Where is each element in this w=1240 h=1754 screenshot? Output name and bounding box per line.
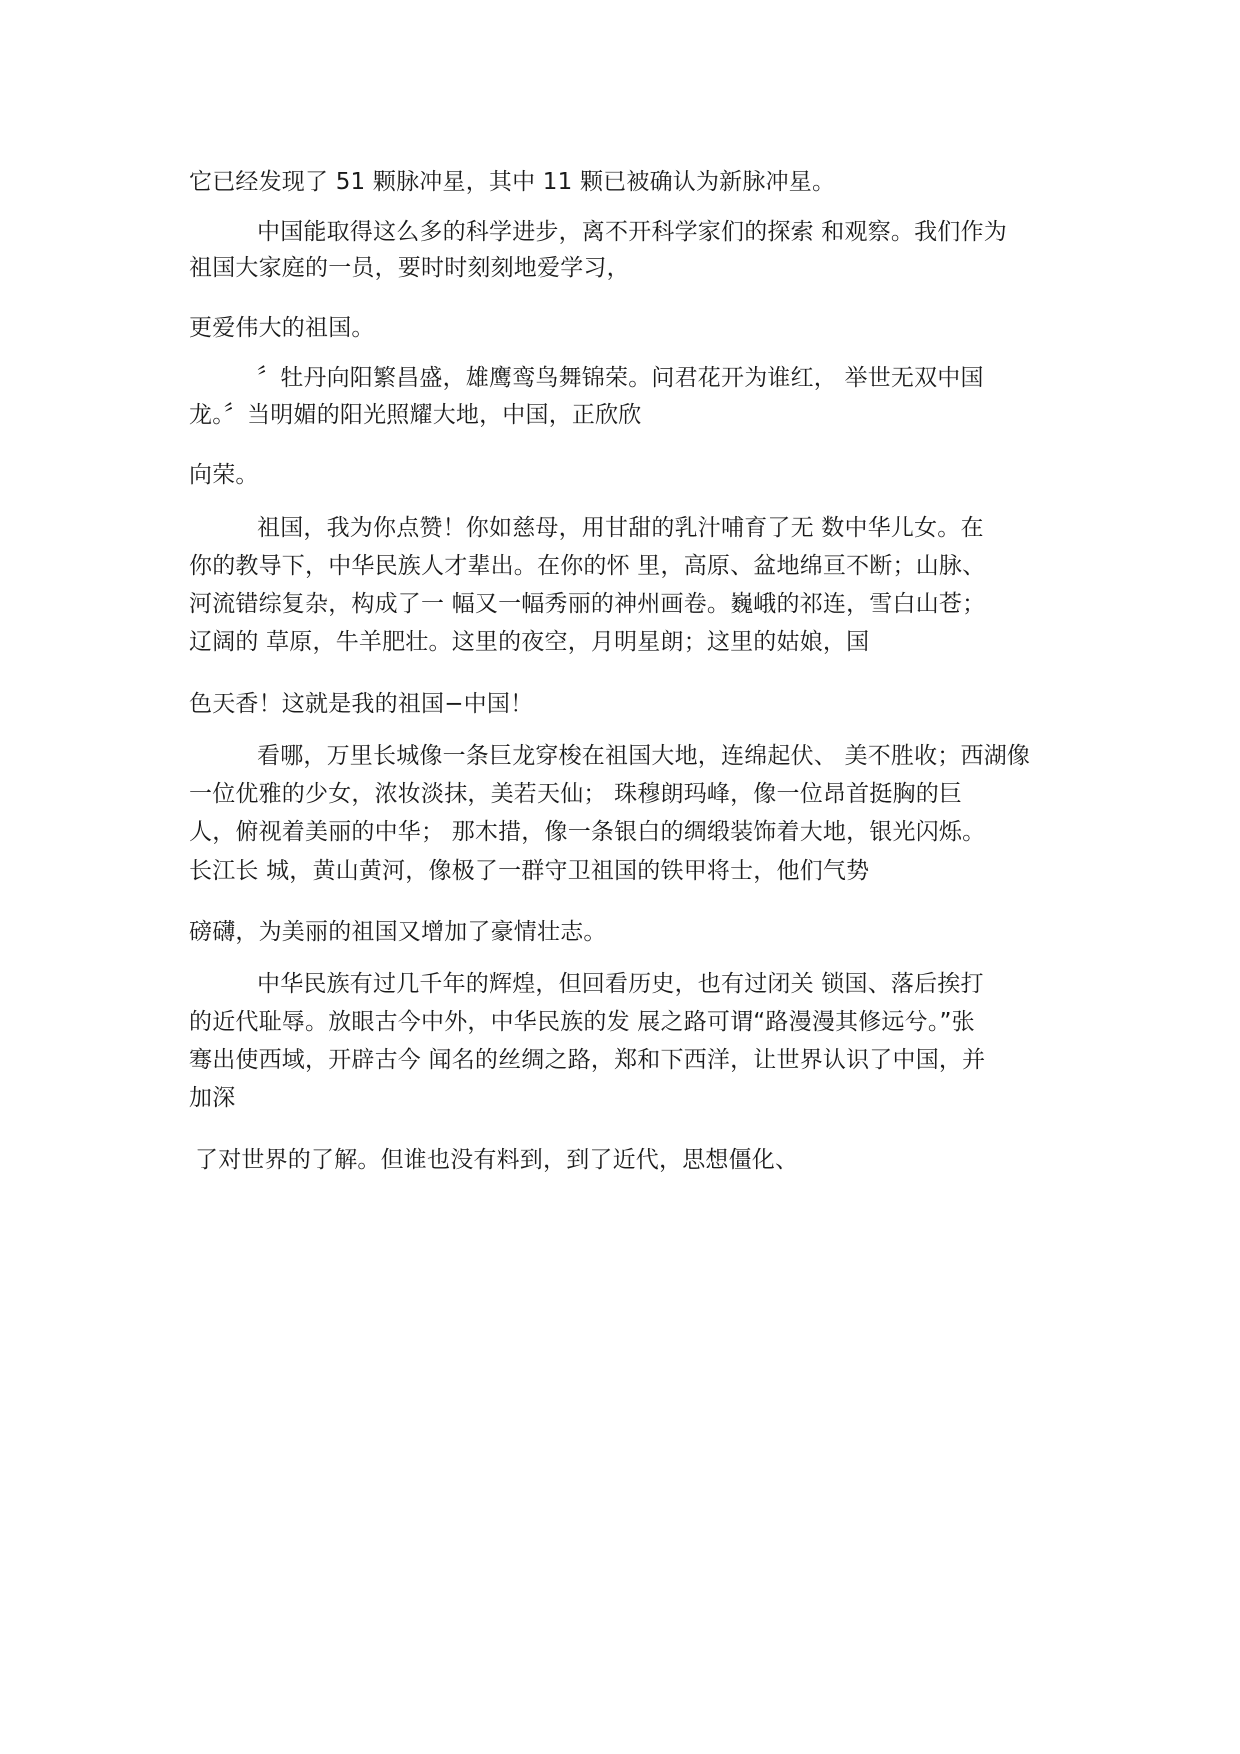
text-line: 人，俯视着美丽的中华； 那木措，像一条银白的绸缎装饰着大地，银光闪烁。: [189, 819, 986, 845]
text-line: 它已经发现了 51 颗脉冲星，其中 11 颗已被确认为新脉冲星。: [189, 169, 836, 195]
text-line: 色天香！这就是我的祖国−中国！: [189, 691, 534, 717]
text-line: 向荣。: [189, 462, 259, 488]
text-line: 加深: [189, 1085, 236, 1111]
paragraph-first-line: 祖国，我为你点赞！你如慈母，用甘甜的乳汁哺育了无 数中华儿女。在: [257, 515, 984, 541]
text-line: 长江长 城，黄山黄河，像极了一群守卫祖国的铁甲将士，他们气势: [189, 858, 870, 884]
paragraph-first-line: 中国能取得这么多的科学进步，离不开科学家们的探索 和观察。我们作为: [257, 219, 1007, 245]
paragraph-first-line: 看哪，万里长城像一条巨龙穿梭在祖国大地，连绵起伏、 美不胜收；西湖像: [257, 743, 1031, 769]
text-line: 更爱伟大的祖国。: [189, 315, 375, 341]
text-line: 辽阔的 草原，牛羊肥壮。这里的夜空，月明星朗；这里的姑娘，国: [189, 629, 870, 655]
text-line: 一位优雅的少女，浓妆淡抹，美若天仙； 珠穆朗玛峰，像一位昂首挺胸的巨: [189, 781, 963, 807]
text-line: 河流错综复杂，构成了一 幅又一幅秀丽的神州画卷。巍峨的祁连，雪白山苍；: [189, 591, 986, 617]
text-line: 了对世界的了解。但谁也没有料到，到了近代，思想僵化、: [195, 1147, 799, 1173]
paragraph-first-line: 中华民族有过几千年的辉煌，但回看历史，也有过闭关 锁国、落后挨打: [257, 971, 984, 997]
text-line: 磅礴，为美丽的祖国又增加了豪情壮志。: [189, 919, 607, 945]
text-line: 的近代耻辱。放眼古今中外，中华民族的发 展之路可谓“路漫漫其修远兮。”张: [189, 1009, 975, 1035]
text-line: 骞出使西域，开辟古今 闻名的丝绸之路，郑和下西洋，让世界认识了中国，并: [189, 1047, 986, 1073]
text-line: 你的教导下，中华民族人才辈出。在你的怀 里，高原、盆地绵亘不断；山脉、: [189, 553, 986, 579]
paragraph-first-line: 〞牡丹向阳繁昌盛，雄鹰鸾鸟舞锦荣。问君花开为谁红， 举世无双中国: [257, 365, 984, 391]
text-line: 龙。〞当明媚的阳光照耀大地，中国，正欣欣: [189, 402, 642, 428]
text-line: 祖国大家庭的一员，要时时刻刻地爱学习，: [189, 255, 630, 281]
